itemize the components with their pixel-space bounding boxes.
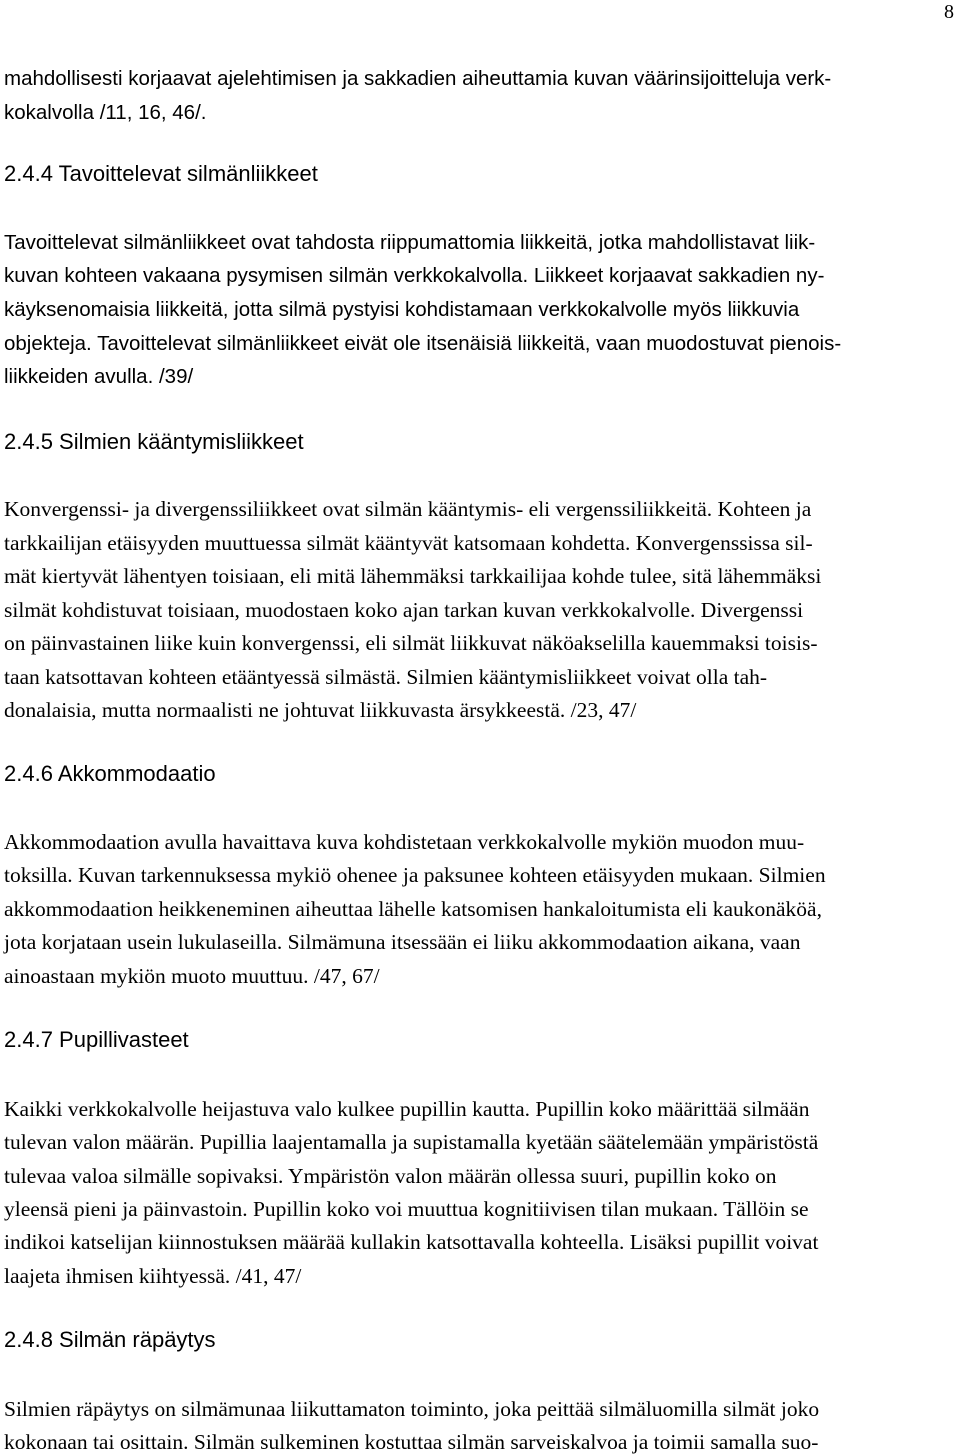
- text-line: objekteja. Tavoittelevat silmänliikkeet eivät ole itsenäisiä liikkeitä, vaan muodostuvat pienois-: [4, 332, 842, 355]
- text-line: Tavoittelevat silmänliikkeet ovat tahdosta riippumattomia liikkeitä, jotka mahdollistavat liik-: [4, 231, 816, 254]
- section-heading: 2.4.5 Silmien kääntymisliikkeet: [4, 429, 304, 454]
- section-heading: 2.4.7 Pupillivasteet: [4, 1027, 189, 1052]
- text-line: Kaikki verkkokalvolle heijastuva valo kulkee pupillin kautta. Pupillin koko määrittää silmään: [4, 1097, 810, 1121]
- text-line: silmät kohdistuvat toisiaan, muodostaen koko ajan tarkan kuvan verkkokalvolle. Divergenssi: [4, 598, 804, 622]
- text-line: käyksenomaisia liikkeitä, jotta silmä pystyisi kohdistamaan verkkokalvolle myös liikkuvia: [4, 298, 800, 321]
- text-line: tarkkailijan etäisyyden muuttuessa silmät kääntyvät katsomaan kohdetta. Konvergenssissa sil-: [4, 531, 813, 555]
- text-line: Konvergenssi- ja divergenssiliikkeet ovat silmän kääntymis- eli vergenssiliikkeitä. Kohteen ja: [4, 497, 812, 521]
- text-line: jota korjataan usein lukulaseilla. Silmämuna itsessään ei liiku akkommodaation aikana, vaan: [4, 930, 801, 954]
- text-line: kuvan kohteen vakaana pysymisen silmän verkkokalvolla. Liikkeet korjaavat sakkadien ny-: [4, 264, 825, 287]
- text-line: toksilla. Kuvan tarkennuksessa mykiö ohenee ja paksunee kohteen etäisyyden mukaan. Silmien: [4, 863, 826, 887]
- text-line: mät kiertyvät lähentyen toisiaan, eli mitä lähemmäksi tarkkailijaa kohde tulee, sitä lähemmäksi: [4, 564, 822, 588]
- text-line: donalaisia, mutta normaalisti ne johtuvat liikkuvasta ärsykkeestä. /23, 47/: [4, 698, 637, 722]
- text-line: on päinvastainen liike kuin konvergenssi, eli silmät liikkuvat näköakselilla kauemmaksi toisis-: [4, 631, 818, 655]
- text-line: akkommodaation heikkeneminen aiheuttaa lähelle katsomisen hankaloitumista eli kaukonäköä,: [4, 897, 822, 921]
- text-line: mahdollisesti korjaavat ajelehtimisen ja sakkadien aiheuttamia kuvan väärinsijoitteluja verk-: [4, 67, 832, 90]
- text-line: Silmien räpäytys on silmämunaa liikuttamaton toiminto, joka peittää silmäluomilla silmät joko: [4, 1397, 820, 1421]
- section-heading: 2.4.8 Silmän räpäytys: [4, 1327, 216, 1352]
- section-heading: 2.4.6 Akkommodaatio: [4, 761, 216, 786]
- text-line: kokonaan tai osittain. Silmän sulkeminen kostuttaa silmän sarveiskalvoa ja toimii samalla suo-: [4, 1430, 819, 1454]
- page-number: 8: [944, 1, 954, 23]
- text-line: tulevan valon määrän. Pupillia laajentamalla ja supistamalla kyetään säätelemään ympäristöstä: [4, 1130, 819, 1154]
- text-line: kokalvolla /11, 16, 46/.: [4, 101, 207, 124]
- text-line: laajeta ihmisen kiihtyessä. /41, 47/: [4, 1264, 302, 1288]
- text-line: indikoi katselijan kiinnostuksen määrää kullakin katsottavalla kohteella. Lisäksi pupillit voivat: [4, 1230, 819, 1254]
- text-line: tulevaa valoa silmälle sopivaksi. Ympäristön valon määrän ollessa suuri, pupillin koko on: [4, 1164, 777, 1188]
- text-line: yleensä pieni ja päinvastoin. Pupillin koko voi muuttua kognitiivisen tilan mukaan. Tällöin se: [4, 1197, 809, 1221]
- text-line: liikkeiden avulla. /39/: [4, 365, 194, 388]
- text-line: Akkommodaation avulla havaittava kuva kohdistetaan verkkokalvolle mykiön muodon muu-: [4, 830, 805, 854]
- text-line: taan katsottavan kohteen etääntyessä silmästä. Silmien kääntymisliikkeet voivat olla tah-: [4, 665, 768, 689]
- section-heading: 2.4.4 Tavoittelevat silmänliikkeet: [4, 161, 318, 186]
- text-line: ainoastaan mykiön muoto muuttuu. /47, 67/: [4, 964, 380, 988]
